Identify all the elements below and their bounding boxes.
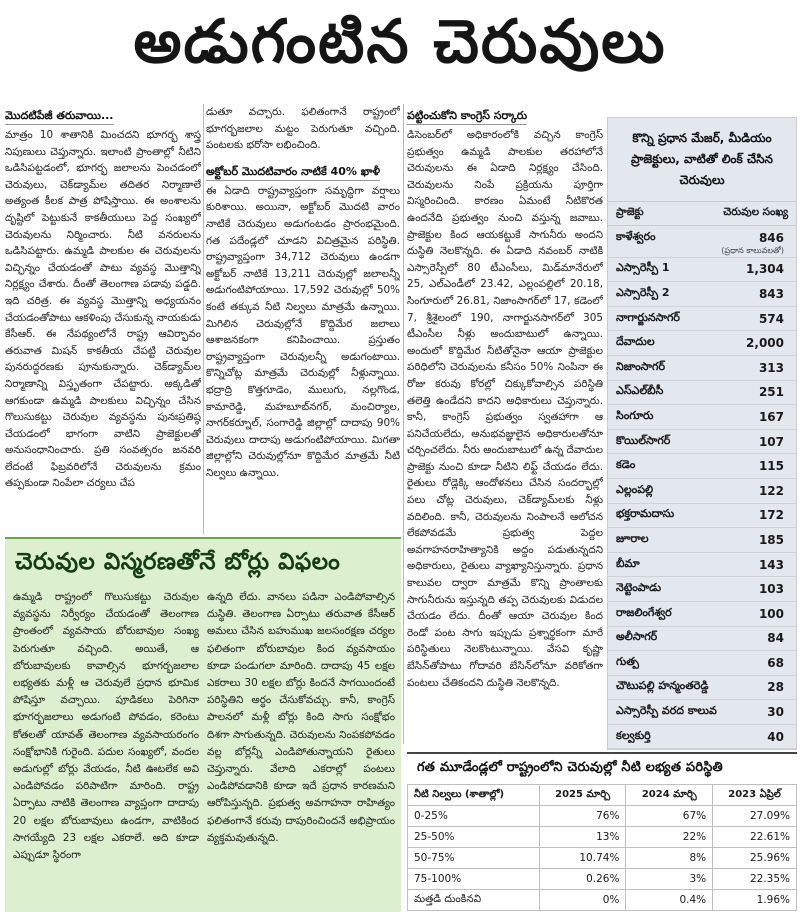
project-tank-count: 115	[758, 459, 784, 474]
project-row	[608, 651, 796, 676]
table-cell: 10.74%	[539, 848, 626, 869]
column-divider	[203, 104, 204, 534]
project-name: ఎస్సారెస్పీ వరద కాలువ	[616, 704, 717, 718]
table-row	[408, 848, 797, 869]
project-tank-count: 172	[758, 508, 784, 523]
project-name: ఎస్సారెస్పీ 1	[616, 261, 670, 275]
table-cell: 8%	[626, 848, 713, 869]
col-project: ప్రాజెక్టు	[616, 206, 644, 218]
sidebar-story-text-2: ఉన్నది లేదు. వానలు పడినా ఎండిపోవాల్సిన దుస్థితి. తెలంగాణ ఏర్పాటు తరువాత కేసీఆర్ అమలు చేసిన బహుముఖ జలసంరక్షణ చర్యల ఫలితంగా బోరుబావుల కింద వ్యవసాయం కూడా పండుగలా మారింది. దాదాపు 45 లక్షల ఎకరాలు 30 లక్షల బోర్లు కిందనే సాగయిందంటే పరిస్థితిని అర్థం చేసుకోవచ్చు. కానీ, కాంగ్రెస్ పాలనలో మళ్లీ బోర్లు కింది సాగు సంక్షోభం దిశగా సాగుతున్నది. చెరువులను నింపకపోవడం వల్ల బోర్లన్నీ ఎండిపోతున్నాయని రైతులు చెప్తున్నారు. వేలాది ఎకరాల్లో పంటలు ఎండిపోవడానికి కూడా ఇదే ప్రధాన కారణమని ఆరోపిస్తున్నది. ప్రభుత్వ అవగాహనా రాహిత్యం ఫలితంగానే కరువు దాపురించిందనే అభిప్రాయం వ్యక్తమవుతున్నది.	[207, 591, 395, 844]
table-cell: 67%	[626, 806, 713, 827]
table-row	[408, 827, 797, 848]
project-tank-count: 107	[758, 434, 784, 449]
sidebar-story-box	[5, 537, 401, 912]
project-name: ఎస్సారెస్పీ 2	[616, 285, 670, 299]
project-name: జూరాల	[616, 531, 649, 545]
project-row	[608, 602, 796, 627]
project-row	[608, 356, 796, 381]
table-cell: 22.35%	[713, 869, 797, 890]
table-header: 2023 ఏప్రిల్	[713, 785, 797, 806]
article-column-1	[5, 104, 201, 536]
table-cell: 1.96%	[713, 890, 797, 911]
table-cell: 75-100%	[408, 869, 540, 890]
project-name: నాగార్జునసాగర్	[616, 310, 680, 324]
table-cell: 3%	[626, 869, 713, 890]
project-name: కడెం	[616, 458, 636, 472]
project-tank-count: 68	[767, 655, 784, 670]
project-tank-count: 843	[758, 286, 784, 301]
project-name: గుత్ప	[616, 654, 640, 668]
project-tank-count: 313	[758, 360, 784, 375]
table-cell: 22.61%	[713, 827, 797, 848]
project-row	[608, 258, 796, 283]
table-cell: 50-75%	[408, 848, 540, 869]
article-column-2	[206, 104, 400, 536]
project-row	[608, 749, 796, 750]
sidebar-story-title: చెరువుల విస్మరణతోనే బోర్లు విఫలం	[15, 549, 341, 575]
project-name: కల్వకుర్తి	[616, 728, 651, 742]
project-row	[608, 331, 796, 356]
project-tank-count: 846	[758, 231, 784, 246]
project-tank-count: 143	[758, 557, 784, 572]
sidebar-story-text-1: ఉమ్మడి రాష్ట్రంలో గొలుసుకట్టు చెరువుల వ్యవస్థను నిర్వీర్యం చేయడంతో తెలంగాణ ప్రాంతంలో వ్యవసాయ బోరుబావుల సంఖ్య పెరుగుతూ వచ్చింది. అయితే, ఆ బోరుబావులకు కావాల్సిన భూగర్భజలాల లభ్యతకు మళ్లీ ఆ చెరువులే ప్రధాన భూమిక పోషిస్తూ వచ్చాయి. పూడికలు పెరిగినా భూగర్భజలాలు అడుగంటి పోవడం, కరెంటు కోతలతో యావత్ తెలంగాణ వ్యవసాయరంగం సంక్షోభానికి గురైంది. పదుల సంఖ్యలో, వందల అడుగుల్లో బోర్లు వేయడం, నీటి ఊటలేక అవి ఎండిపోవడం పరిపాటిగా మారింది. రాష్ట్ర ఏర్పాటు నాటికి తెలంగాణ వ్యాప్తంగా దాదాపు 20 లక్షల బోరుబావులు ఉండగా, వాటికింద సాగయ్యేది 23 లక్షల ఎకరాలే. అది కూడా ఎప్పుడూ స్థిరంగా	[13, 591, 199, 862]
project-tank-count: 28	[767, 680, 784, 695]
project-row	[608, 725, 796, 750]
table-header: 2024 మార్చి	[626, 785, 713, 806]
project-row	[608, 504, 796, 529]
article-column-3	[407, 104, 603, 744]
project-row	[608, 528, 796, 553]
article-text-2b: ఈ ఏడాది రాష్ట్రవ్యాప్తంగా సమృద్ధిగా వర్షాలు కురిశాయి. అయినా, అక్టోబర్ మొదటి వారం నాటికే చెరువులు అడుగంటడం ప్రారంభమైంది. గత పదేండ్లలో చూడని విచిత్రమైన పరిస్థితి. రాష్ట్రవ్యాప్తంగా 34,712 చెరువులు ఉండగా అక్టోబర్ నాటికే 13,211 చెరువుల్లో జలాలన్నీ అడుగంటిపోయాయి. 17,592 చెరువుల్లో 50% కంటే తక్కువ నీటి నిల్వలు మాత్రమే ఉన్నాయి. మిగిలిన చెరువుల్లోనే కొద్దిమేర జలాలు ఆశాజనకంగా కనిపించాయి. ప్రస్తుతం రాష్ట్రవ్యాప్తంగా చెరువులన్నీ అడుగంటాయి. కొన్నిచోట్ల మాత్రమే చెరువుల్లో నీళ్లున్నాయి. భద్రాద్రి కొత్తగూడెం, ములుగు, నల్లగొండ, కామారెడ్డి, మహబూబ్‌నగర్, మంచిర్యాల, నాగర్‌కర్నూల్, సంగారెడ్డి జిల్లాల్లో దాదాపు 90% చెరువులు దాదాపు అడుగంటిపోయాయి. మిగతా జిల్లాల్లోని చెరువుల్లోనూ కొద్దిమేర మాత్రమే నీటి నిల్వలు ఉన్నాయి.	[206, 184, 400, 479]
table-header: నీటి నిల్వలు (శాతాల్లో)	[408, 785, 540, 806]
subhead-october: అక్టోబర్ మొదటివారం నాటికే 40% ఖాళీ	[206, 164, 380, 181]
water-table-title: గత మూడేండ్లలో రాష్ట్రంలోని చెరువుల్లో నీటి లభ్యత పరిస్థితి	[407, 752, 797, 784]
projects-panel-title: కొన్ని ప్రధాన మేజర్, మీడియం ప్రాజెక్టులు, వాటితో లింక్ చేసిన చెరువులు	[608, 118, 796, 202]
project-name: బీమా	[616, 556, 640, 570]
table-cell: మత్తడి దుంకినవి	[408, 890, 540, 911]
project-name: అలీసాగర్	[616, 630, 658, 644]
project-tank-count: 251	[758, 385, 784, 400]
project-tank-count: 574	[758, 311, 784, 326]
project-tank-count: 40	[767, 729, 784, 744]
project-row	[608, 627, 796, 652]
project-name: చౌటుపల్లి హన్మంతరెడ్డి	[616, 679, 709, 693]
project-name: ఎల్లంపల్లి	[616, 482, 654, 496]
kaleshwaram-note: (ప్రధాన కాలువలతో)	[608, 246, 796, 258]
project-row	[608, 479, 796, 504]
project-row	[608, 676, 796, 701]
project-tank-count: 122	[758, 483, 784, 498]
continuation-label: మొదటిపేజీ తరువాయి...	[5, 108, 114, 125]
project-row	[608, 430, 796, 455]
project-row	[608, 405, 796, 430]
project-tank-count: 167	[758, 409, 784, 424]
table-header: 2025 మార్చి	[539, 785, 626, 806]
table-row	[408, 890, 797, 911]
table-cell: 0-25%	[408, 806, 540, 827]
headline: అడుగంటిన చెరువులు	[133, 7, 667, 77]
article-text-1: మాత్రం 10 శాతానికి మించదని భూగర్భ శాస్త్ర నిపుణులు చెప్తున్నారు. ఇలాంటి ప్రాంతాల్లో నీటిని ఒడిసిపట్టడంలో, భూగర్భ జలాలను పెంచడంలో చెరువులు, చెక్‌డ్యామ్‌ల తదితర నిర్మాణాలే అత్యంత కీలక పాత్ర పోషిస్తాయి. ఈ అంశాలను దృష్టిలో పెట్టుకునే కాకతీయులు పెద్ద సంఖ్యలో చెరువులను నిర్మించారు. నీటి వనరులను ఒడిసిపట్టారు. ఉమ్మడి పాలకుల ఈ చెరువులను విచ్ఛిన్నం చేయడంతో పాటు వ్యవస్థ మొత్తాన్ని నిర్లక్ష్యం చేశారు. దీంతో తెలంగాణ పడావు పడ్డది. ఇది చరిత్ర. ఈ వ్యవస్థ మొత్తాన్ని అధ్యయనం చేయడంతోపాటు ఆకళింపు చేసుకున్న నాయకుడు కేసీఆర్. ఈ నేపథ్యంలోనే రాష్ట్ర ఆవిర్భావం తరువాత మిషన్ కాకతీయ చేపట్టి చెరువుల పునరుద్ధరణకు పూనుకున్నారు. చెక్‌డ్యామ్‌ల నిర్మాణాన్ని విస్తృతంగా చేపట్టారు. అక్కడితో ఆగకుండా ఉమ్మడి పాలకులు విచ్ఛిన్నం చేసిన గొలుసుకట్టు చెరువుల వ్యవస్థను పునఃప్రతిష్ఠ చేయడంలో భాగంగా వాటిని ప్రాజెక్టులతో అనుసంధానించారు. ప్రతి సంవత్సరం జనవరి లేదంటే ఫిబ్రవరిలోనే చెరువులను క్రమం తప్పకుండా నింపేలా చర్యలు చేప	[5, 129, 201, 490]
project-tank-count: 30	[767, 705, 784, 720]
project-tank-count: 84	[767, 631, 784, 646]
table-cell: 76%	[539, 806, 626, 827]
project-name: నెట్టెంపాడు	[616, 581, 662, 595]
project-tank-count: 103	[758, 582, 784, 597]
water-table	[407, 784, 797, 911]
project-row	[608, 577, 796, 602]
project-name: కొయిల్‌సాగర్	[616, 433, 671, 447]
project-row	[608, 381, 796, 406]
project-name: భక్తరామదాసు	[616, 507, 675, 521]
project-name: కాళేశ్వరం	[616, 230, 656, 244]
table-cell: 27.09%	[713, 806, 797, 827]
table-cell: 0.26%	[539, 869, 626, 890]
table-cell: 13%	[539, 827, 626, 848]
subhead-congress: పట్టించుకోని కాంగ్రెస్ సర్కారు	[407, 108, 527, 125]
project-tank-count: 100	[758, 606, 784, 621]
column-divider	[403, 104, 404, 744]
project-name: రాజలింగేశ్వర	[616, 605, 672, 619]
col-count: చెరువుల సంఖ్య	[723, 206, 788, 218]
project-name: ఎస్ఎల్‌బీసీ	[616, 384, 664, 398]
project-name: దేవాదుల	[616, 335, 655, 349]
table-row	[408, 869, 797, 890]
table-row	[408, 806, 797, 827]
water-availability-table	[407, 752, 797, 914]
project-row	[608, 307, 796, 332]
project-name: సింగూరు	[616, 408, 654, 422]
project-row	[608, 454, 796, 479]
table-cell: 22%	[626, 827, 713, 848]
table-cell: 25-50%	[408, 827, 540, 848]
project-tank-count: 185	[758, 532, 784, 547]
project-row	[608, 282, 796, 307]
table-cell: 0%	[539, 890, 626, 911]
projects-panel	[607, 117, 797, 750]
project-row	[608, 553, 796, 578]
projects-list	[608, 226, 796, 750]
project-name: నిజాంసాగర్	[616, 359, 665, 373]
project-row	[608, 700, 796, 725]
table-cell: 0.4%	[626, 890, 713, 911]
project-tank-count: 2,000	[746, 336, 784, 351]
projects-panel-header	[608, 202, 796, 226]
project-tank-count: 1,304	[746, 262, 784, 277]
article-text-2a: డుతూ వచ్చారు. ఫలితంగానే రాష్ట్రంలో భూగర్భజలాల మట్టం పెరుగుతూ వచ్చింది. పంటలకు భరోసా లభించింది.	[206, 106, 400, 152]
article-text-3: డిసెంబర్‌లో అధికారంలోకి వచ్చిన కాంగ్రెస్ ప్రభుత్వం ఉమ్మడి పాలకుల తరహాలోనే చెరువులను ఈ ఏడాది నిర్లక్ష్యం చేసింది. చెరువులను నింపే ప్రక్రియను పూర్తిగా విస్మరించింది. కారణం ఏమంటే నీటికొరత ఉందనేది ప్రభుత్వం నుంచి వస్తున్న జవాబు. ప్రాజెక్టుల కింద ఆయకట్టుకే సాగునీరు అందని దుస్థితి నెలకొన్నది. ఈ ఏడాది నవంబర్ నాటికి ఎస్సారెస్పీలో 80 టీఎంసీలు, మిడ్‌మానేరులో 25, ఎల్‌ఎండీలో 23.42, ఎల్లంపల్లిలో 20.18, సింగూరులో 26.81, నిజాంసాగర్‌లో 17, కడెంలో 7, శ్రీశైలంలో 190, నాగార్జునసాగర్‌లో 305 టీఎంసీల నీళ్లు అందుబాటులో ఉన్నాయి. అందులో కొద్దిమేర నీటితోనైనా ఆయా ప్రాజెక్టుల పరిధిలోని చెరువులను కనీసం 50% నింపినా ఈ రోజు కరువు కోరల్లో చిక్కుకోవాల్సిన పరిస్థితి తలెత్తి ఉండేదని కాదని అధికారులు చెప్తున్నారు. కానీ, కాంగ్రెస్ ప్రభుత్వం స్వతహాగా ఆ పనిచేయలేదు, అనుభవజ్ఞులైన అధికారులతోనూ చర్చించలేదు. నీరు అందుబాటులో ఉన్న దేవాదుల ప్రాజెక్టు నుంచి కూడా నీటిని లిఫ్ట్ చేయడం లేదు. రైతులు రోడ్లెక్కి ఆందోళనలు చేసిన సందర్భాల్లో పలు చోట్ల చెరువులు, చెక్‌డ్యామ్‌లకు నీళ్లు వదిలింది. కానీ, చెరువులను నింపాలనే ఆలోచన లేకపోవడమే ప్రభుత్వ పెద్దల అవగాహనరాహిత్యానికి అద్దం పడుతున్నదని అధికారులు, రైతులు వ్యాఖ్యానిస్తున్నారు. ప్రధాన కాలువల ద్వారా మాత్రమే కొన్ని ప్రాంతాలకు సాగునీరును ఇస్తున్నది తప్ప చెరువులకు విడుదల చేయడం లేదు. దీంతో ఆయా చెరువుల కింద రెండో పంట సాగు ఇప్పుడు ప్రశ్నార్థకంగా మారే పరిస్థితులు నెలకొంటున్నాయి. వేసవి కృష్ణా బేసిన్‌తోపాటు గోదావరి బేసిన్‌లోనూ వరికోతగా పంటలు చేతికందని దుస్థితి నెలకొన్నది.	[407, 129, 603, 689]
table-cell: 25.96%	[713, 848, 797, 869]
